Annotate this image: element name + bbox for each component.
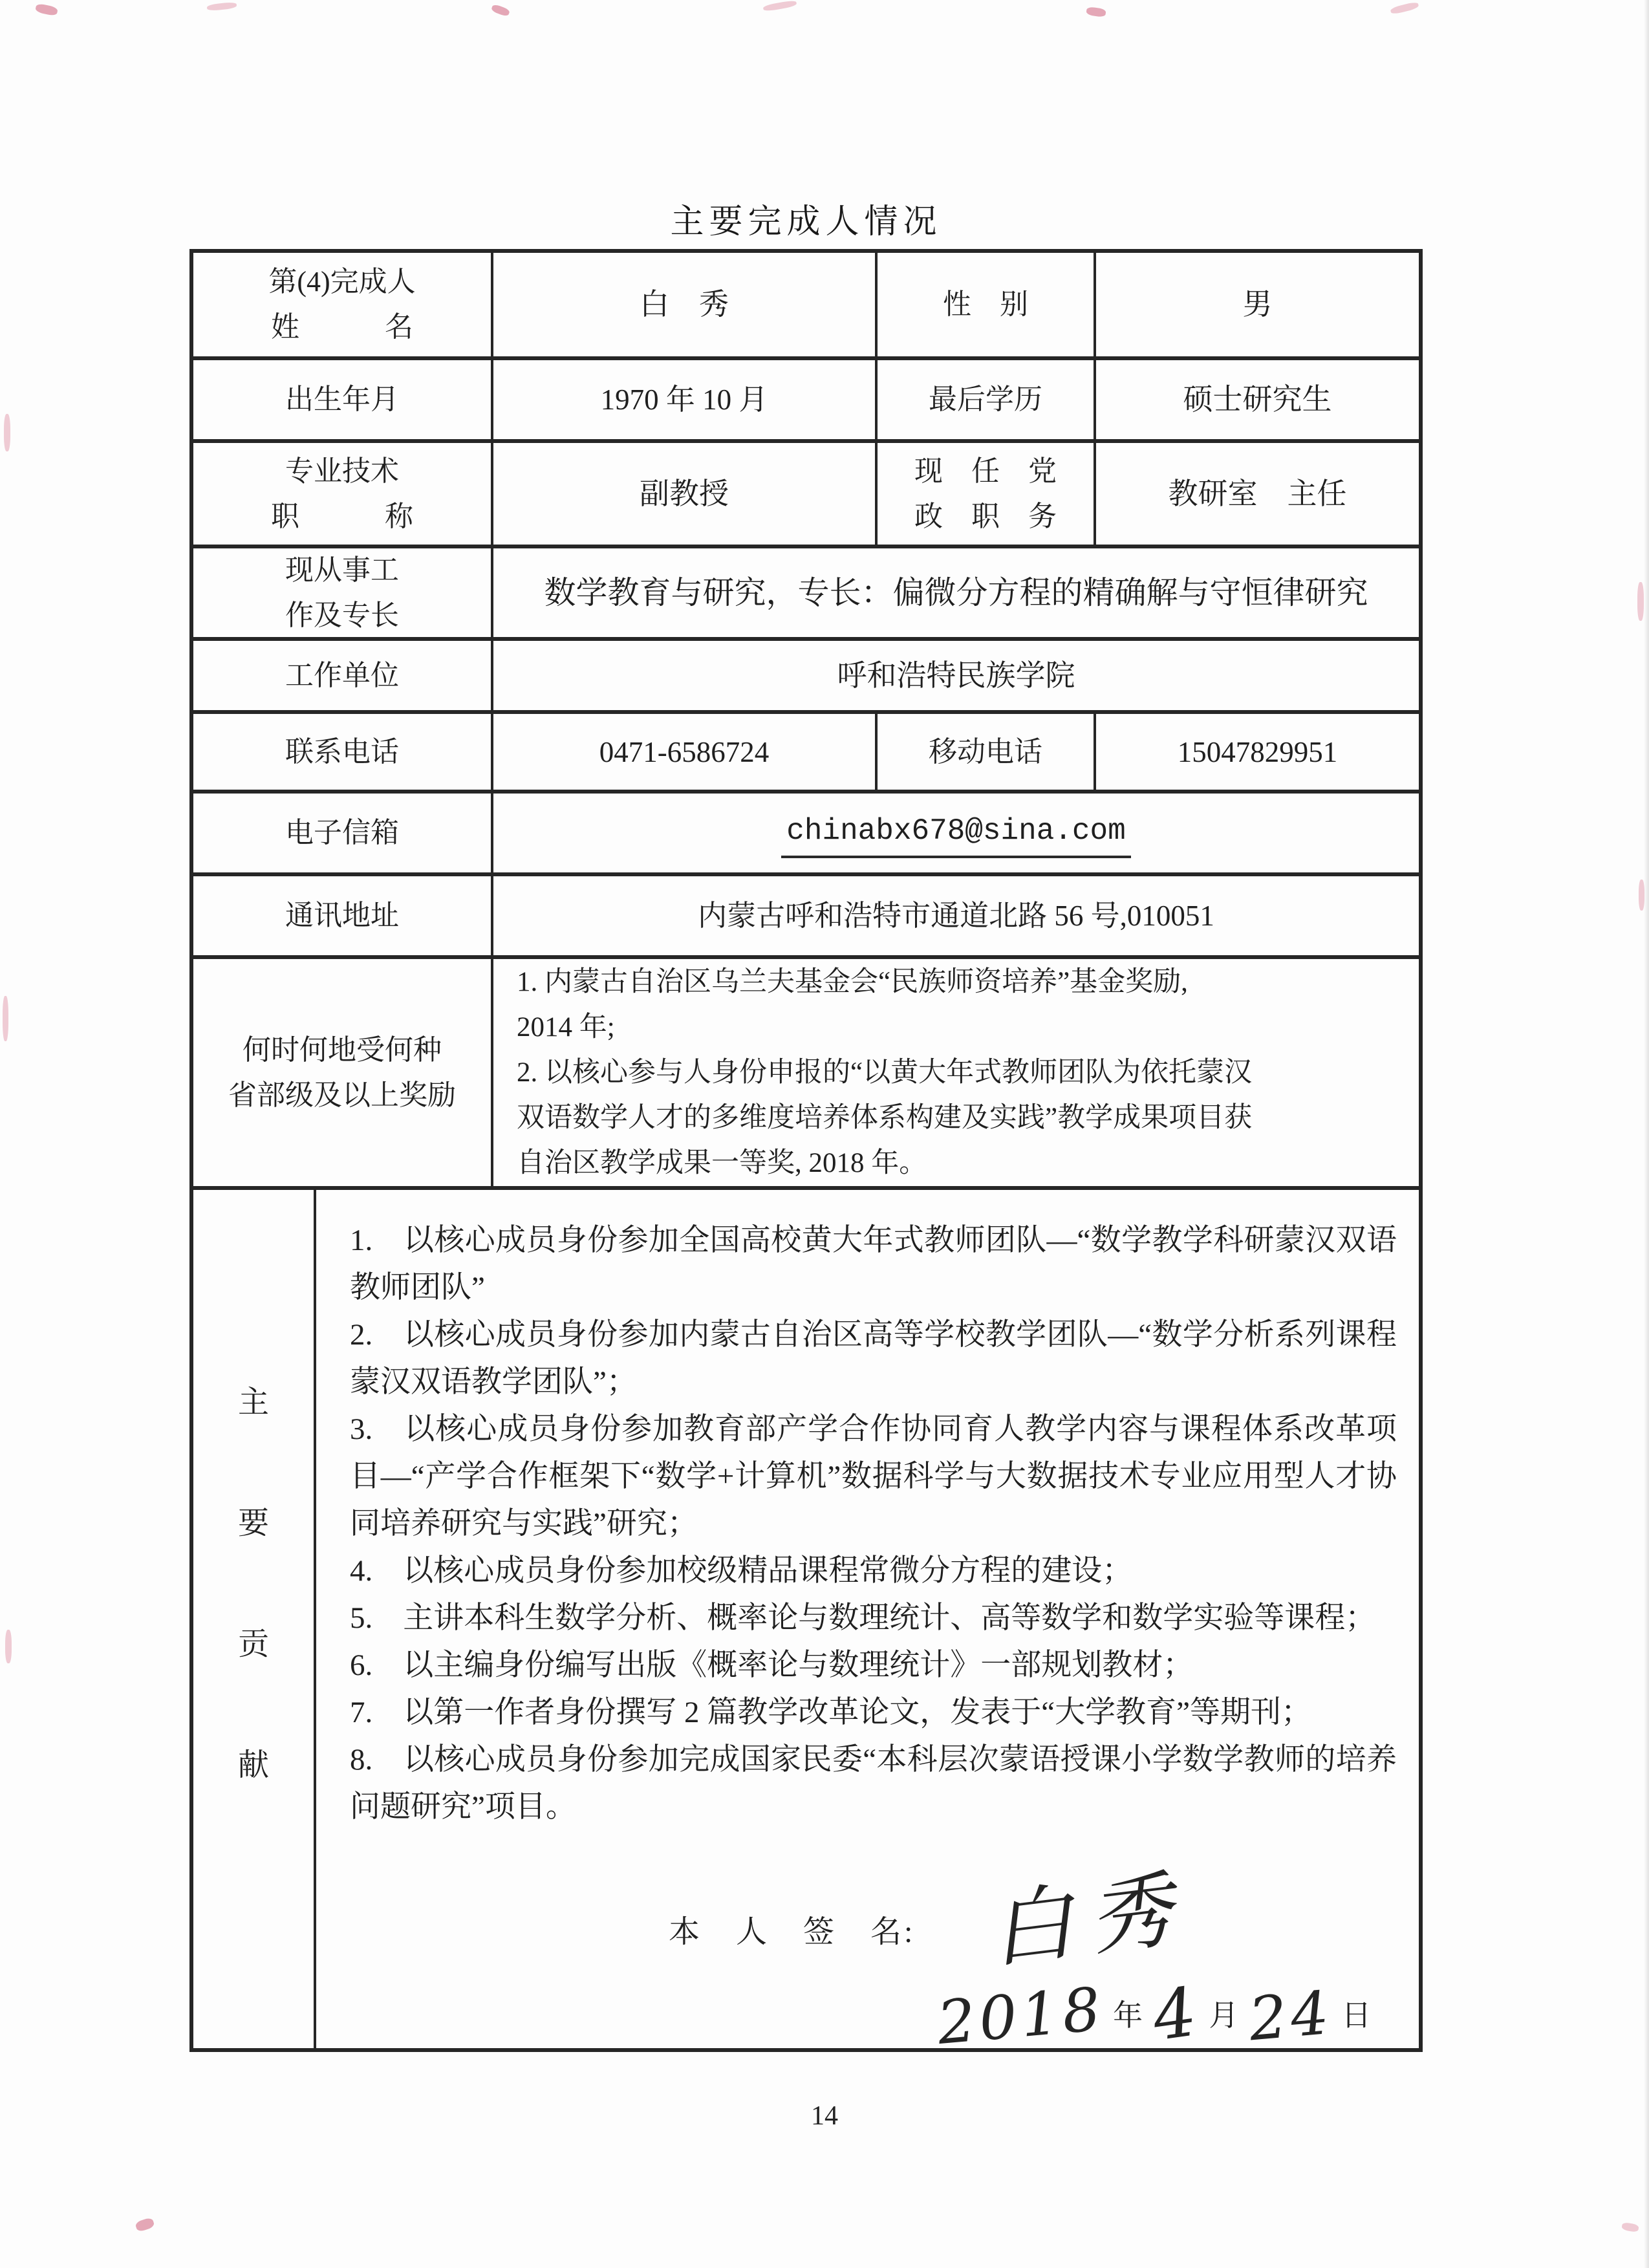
scan-artifact xyxy=(763,0,797,12)
field-label-employer: 工作单位 xyxy=(193,637,491,710)
contribution-item: 4. 以核心成员身份参加校级精品课程常微分方程的建设； xyxy=(350,1554,1133,1588)
field-value-professional-title: 副教授 xyxy=(491,439,875,545)
vertical-label-char: 贡 xyxy=(237,1626,269,1661)
label-line: 作及专长 xyxy=(285,599,399,631)
label-line: 现从事工 xyxy=(285,554,399,586)
field-label-phone: 联系电话 xyxy=(193,710,491,790)
field-label-address: 通讯地址 xyxy=(193,872,491,955)
field-label-completer-name xyxy=(193,253,491,356)
field-value-awards xyxy=(491,955,1419,1186)
field-value-last-education: 硕士研究生 xyxy=(1094,356,1419,439)
scan-artifact xyxy=(491,4,510,17)
year-suffix: 年 xyxy=(1113,1999,1145,2032)
label-line: 政 职 务 xyxy=(914,500,1057,532)
signature-date xyxy=(934,1971,1373,2058)
scan-artifact xyxy=(1086,6,1106,17)
day-suffix: 日 xyxy=(1341,1999,1373,2032)
award-line: 双语数学人才的多维度培养体系构建及实践”教学成果项目获 xyxy=(517,1102,1253,1133)
field-value-completer-name: 白 秀 xyxy=(491,253,875,356)
field-value-mobile: 15047829951 xyxy=(1094,710,1419,790)
scan-artifact xyxy=(5,1630,12,1663)
vertical-label-char: 主 xyxy=(237,1385,269,1420)
field-value-address: 内蒙古呼和浩特市通道北路 56 号,010051 xyxy=(491,872,1419,955)
scan-artifact xyxy=(35,3,58,17)
scan-artifact xyxy=(4,414,10,451)
field-label-gender: 性 别 xyxy=(875,253,1094,356)
field-value-main-contributions xyxy=(314,1190,1419,2058)
field-label-birth-date: 出生年月 xyxy=(193,356,491,439)
handwritten-year: 2018 xyxy=(934,1974,1107,2058)
field-value-employer: 呼和浩特民族学院 xyxy=(491,637,1419,710)
field-value-birth-date: 1970 年 10 月 xyxy=(491,356,875,439)
award-line: 1. 内蒙古自治区乌兰夫基金会“民族师资培养”基金奖励, xyxy=(517,966,1188,997)
field-value-current-work xyxy=(491,545,1419,637)
contribution-item: 2. 以核心成员身份参加内蒙古自治区高等学校教学团队—“数学分析系列课程蒙汉双语教学团队”； xyxy=(350,1318,1397,1399)
page-number: 14 xyxy=(811,2101,838,2131)
label-line: 省部级及以上奖励 xyxy=(228,1079,456,1111)
current-work-text: 数学教育与研究，专长：偏微分方程的精确解与守恒律研究 xyxy=(544,574,1368,610)
handwritten-signature: 白秀 xyxy=(985,1860,1195,1980)
signature-label: 本 人 签 名: xyxy=(669,1915,916,1949)
field-label-email: 电子信箱 xyxy=(193,790,491,872)
field-label-last-education: 最后学历 xyxy=(875,356,1094,439)
scan-edge-shadow xyxy=(1644,0,1649,2268)
award-line: 2. 以核心参与人身份申报的“以黄大年式教师团队为依托蒙汉 xyxy=(517,1057,1253,1088)
field-value-phone: 0471-6586724 xyxy=(491,710,875,790)
scan-artifact xyxy=(135,2217,155,2232)
field-label-party-position xyxy=(875,439,1094,545)
field-label-professional-title xyxy=(193,439,491,545)
label-line: 专业技术 xyxy=(285,455,399,487)
contribution-item: 3. 以核心成员身份参加教育部产学合作协同育人教学内容与课程体系改革项目—“产学合作框架下“数学+计算机”数据科学与大数据技术专业应用型人才协同培养研究与实践”研究； xyxy=(350,1412,1397,1540)
contribution-item: 1. 以核心成员身份参加全国高校黄大年式教师团队—“数学教学科研蒙汉双语教师团队” xyxy=(350,1224,1397,1304)
field-value-gender: 男 xyxy=(1094,253,1419,356)
scan-artifact xyxy=(207,2,237,12)
label-line: 现 任 党 xyxy=(914,455,1057,487)
label-line: 职 称 xyxy=(271,500,413,532)
label-line: 何时何地受何种 xyxy=(242,1033,442,1066)
completer-info-table xyxy=(189,249,1423,1190)
signature-block xyxy=(669,1860,1195,1980)
scan-artifact xyxy=(1621,2222,1639,2232)
label-line: 第(4)完成人 xyxy=(268,266,416,297)
field-value-email xyxy=(491,790,1419,872)
handwritten-month: 4 xyxy=(1148,1971,1205,2057)
field-label-main-contributions xyxy=(193,1190,314,2048)
vertical-label-char: 献 xyxy=(237,1747,269,1782)
email-text: chinabx678@sina.com xyxy=(781,808,1131,858)
contribution-item: 6. 以主编身份编写出版《概率论与数理统计》一部规划教材； xyxy=(350,1648,1194,1682)
vertical-label-char: 要 xyxy=(237,1506,269,1540)
page-title: 主要完成人情况 xyxy=(670,204,942,241)
contribution-item: 5. 主讲本科生数学分析、概率论与数理统计、高等数学和数学实验等课程； xyxy=(350,1601,1376,1635)
scan-artifact xyxy=(1390,1,1419,15)
field-label-awards xyxy=(193,955,491,1186)
label-line: 姓 名 xyxy=(271,311,413,343)
field-label-mobile: 移动电话 xyxy=(875,710,1094,790)
handwritten-day: 24 xyxy=(1246,1978,1336,2055)
contribution-item: 7. 以第一作者身份撰写 2 篇教学改革论文，发表于“大学教育”等期刊； xyxy=(350,1696,1311,1729)
award-line: 自治区教学成果一等奖, 2018 年。 xyxy=(517,1147,927,1178)
scan-artifact xyxy=(3,996,8,1041)
contribution-item: 8. 以核心成员身份参加完成国家民委“本科层次蒙语授课小学数学教师的培养问题研究”项目。 xyxy=(350,1743,1397,1824)
scan-artifact xyxy=(1637,582,1644,621)
field-label-current-work xyxy=(193,545,491,637)
month-suffix: 月 xyxy=(1209,1999,1240,2032)
award-line: 2014 年; xyxy=(517,1011,615,1042)
field-value-party-position: 教研室 主任 xyxy=(1094,439,1419,545)
main-contributions-table xyxy=(189,1186,1423,2058)
